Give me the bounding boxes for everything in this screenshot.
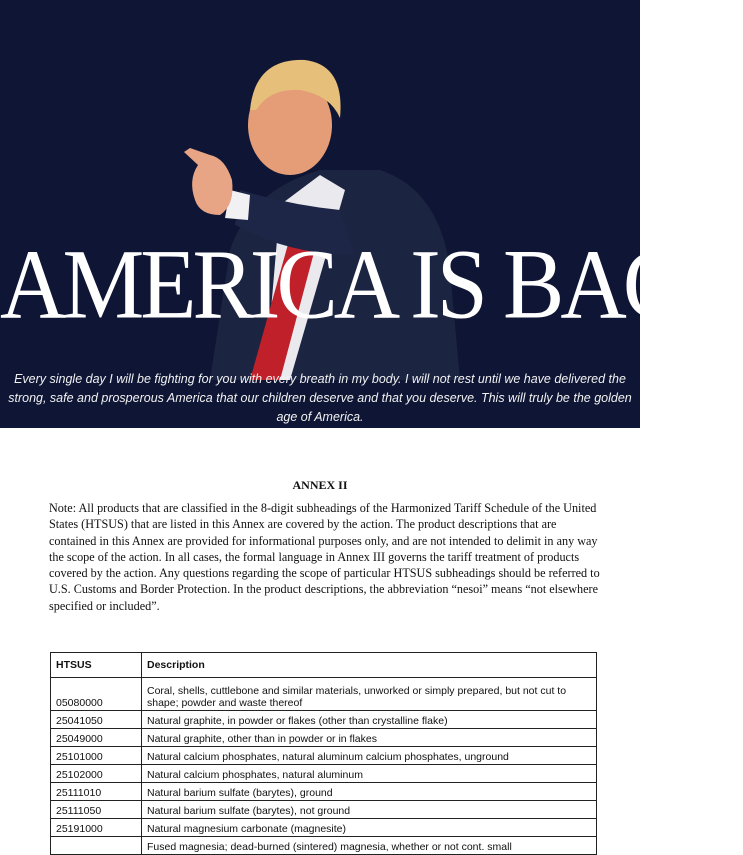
table-header-row: [51, 653, 597, 678]
table-row: [51, 711, 597, 729]
product-description: Natural graphite, other than in powder or in flakes: [142, 729, 597, 747]
table-row: [51, 837, 597, 855]
htsus-code: 05080000: [51, 678, 142, 711]
product-description: Natural graphite, in powder or flakes (other than crystalline flake): [142, 711, 597, 729]
htsus-code: 25041050: [51, 711, 142, 729]
annex-title: ANNEX II: [292, 478, 348, 492]
product-description: Natural calcium phosphates, natural aluminum: [142, 765, 597, 783]
table-row: [51, 819, 597, 837]
product-description: Natural barium sulfate (barytes), ground: [142, 783, 597, 801]
table-row: [51, 765, 597, 783]
header-description: Description: [142, 653, 597, 678]
annex-note: Note: All products that are classified in the 8-digit subheadings of the Harmonized Tariff Schedule of the United States (HTSUS) that are listed in this Annex are covered by the action. The product descriptions that are contained in this Annex are provided for informational purposes only, and are not intended to delimit in any way the scope of the action. In all cases, the formal language in Annex III governs the tariff treatment of products covered by the action. Any questions regarding the scope of particular HTSUS subheadings should be referred to U.S. Customs and Border Protection. In the product descriptions, the abbreviation “nesoi” means “not elsewhere specified or included”.: [49, 501, 600, 613]
htsus-code: [51, 837, 142, 855]
product-description: Coral, shells, cuttlebone and similar materials, unworked or simply prepared, but not cut to shape; powder and waste thereof: [142, 678, 597, 711]
product-description: Natural magnesium carbonate (magnesite): [142, 819, 597, 837]
tagline: Every single day I will be fighting for you with every breath in my body. I will not rest until we have delivered the strong, safe and prosperous America that our children deserve and that you deserve. This will truly be the golden age of America.: [8, 372, 632, 424]
htsus-code: 25101000: [51, 747, 142, 765]
annex-document: [0, 428, 640, 853]
product-description: Fused magnesia; dead-burned (sintered) magnesia, whether or not cont. small: [142, 837, 597, 855]
table-row: [51, 747, 597, 765]
htsus-code: 25102000: [51, 765, 142, 783]
htsus-code: 25111010: [51, 783, 142, 801]
table-row: [51, 801, 597, 819]
product-description: Natural barium sulfate (barytes), not ground: [142, 801, 597, 819]
table-row: [51, 729, 597, 747]
headline: AMERICA IS BACK: [0, 228, 743, 340]
product-description: Natural calcium phosphates, natural aluminum calcium phosphates, unground: [142, 747, 597, 765]
table-row: [51, 678, 597, 711]
htsus-table: [50, 652, 597, 855]
htsus-code: 25111050: [51, 801, 142, 819]
table-row: [51, 783, 597, 801]
htsus-code: 25191000: [51, 819, 142, 837]
header-htsus: HTSUS: [51, 653, 142, 678]
htsus-code: 25049000: [51, 729, 142, 747]
